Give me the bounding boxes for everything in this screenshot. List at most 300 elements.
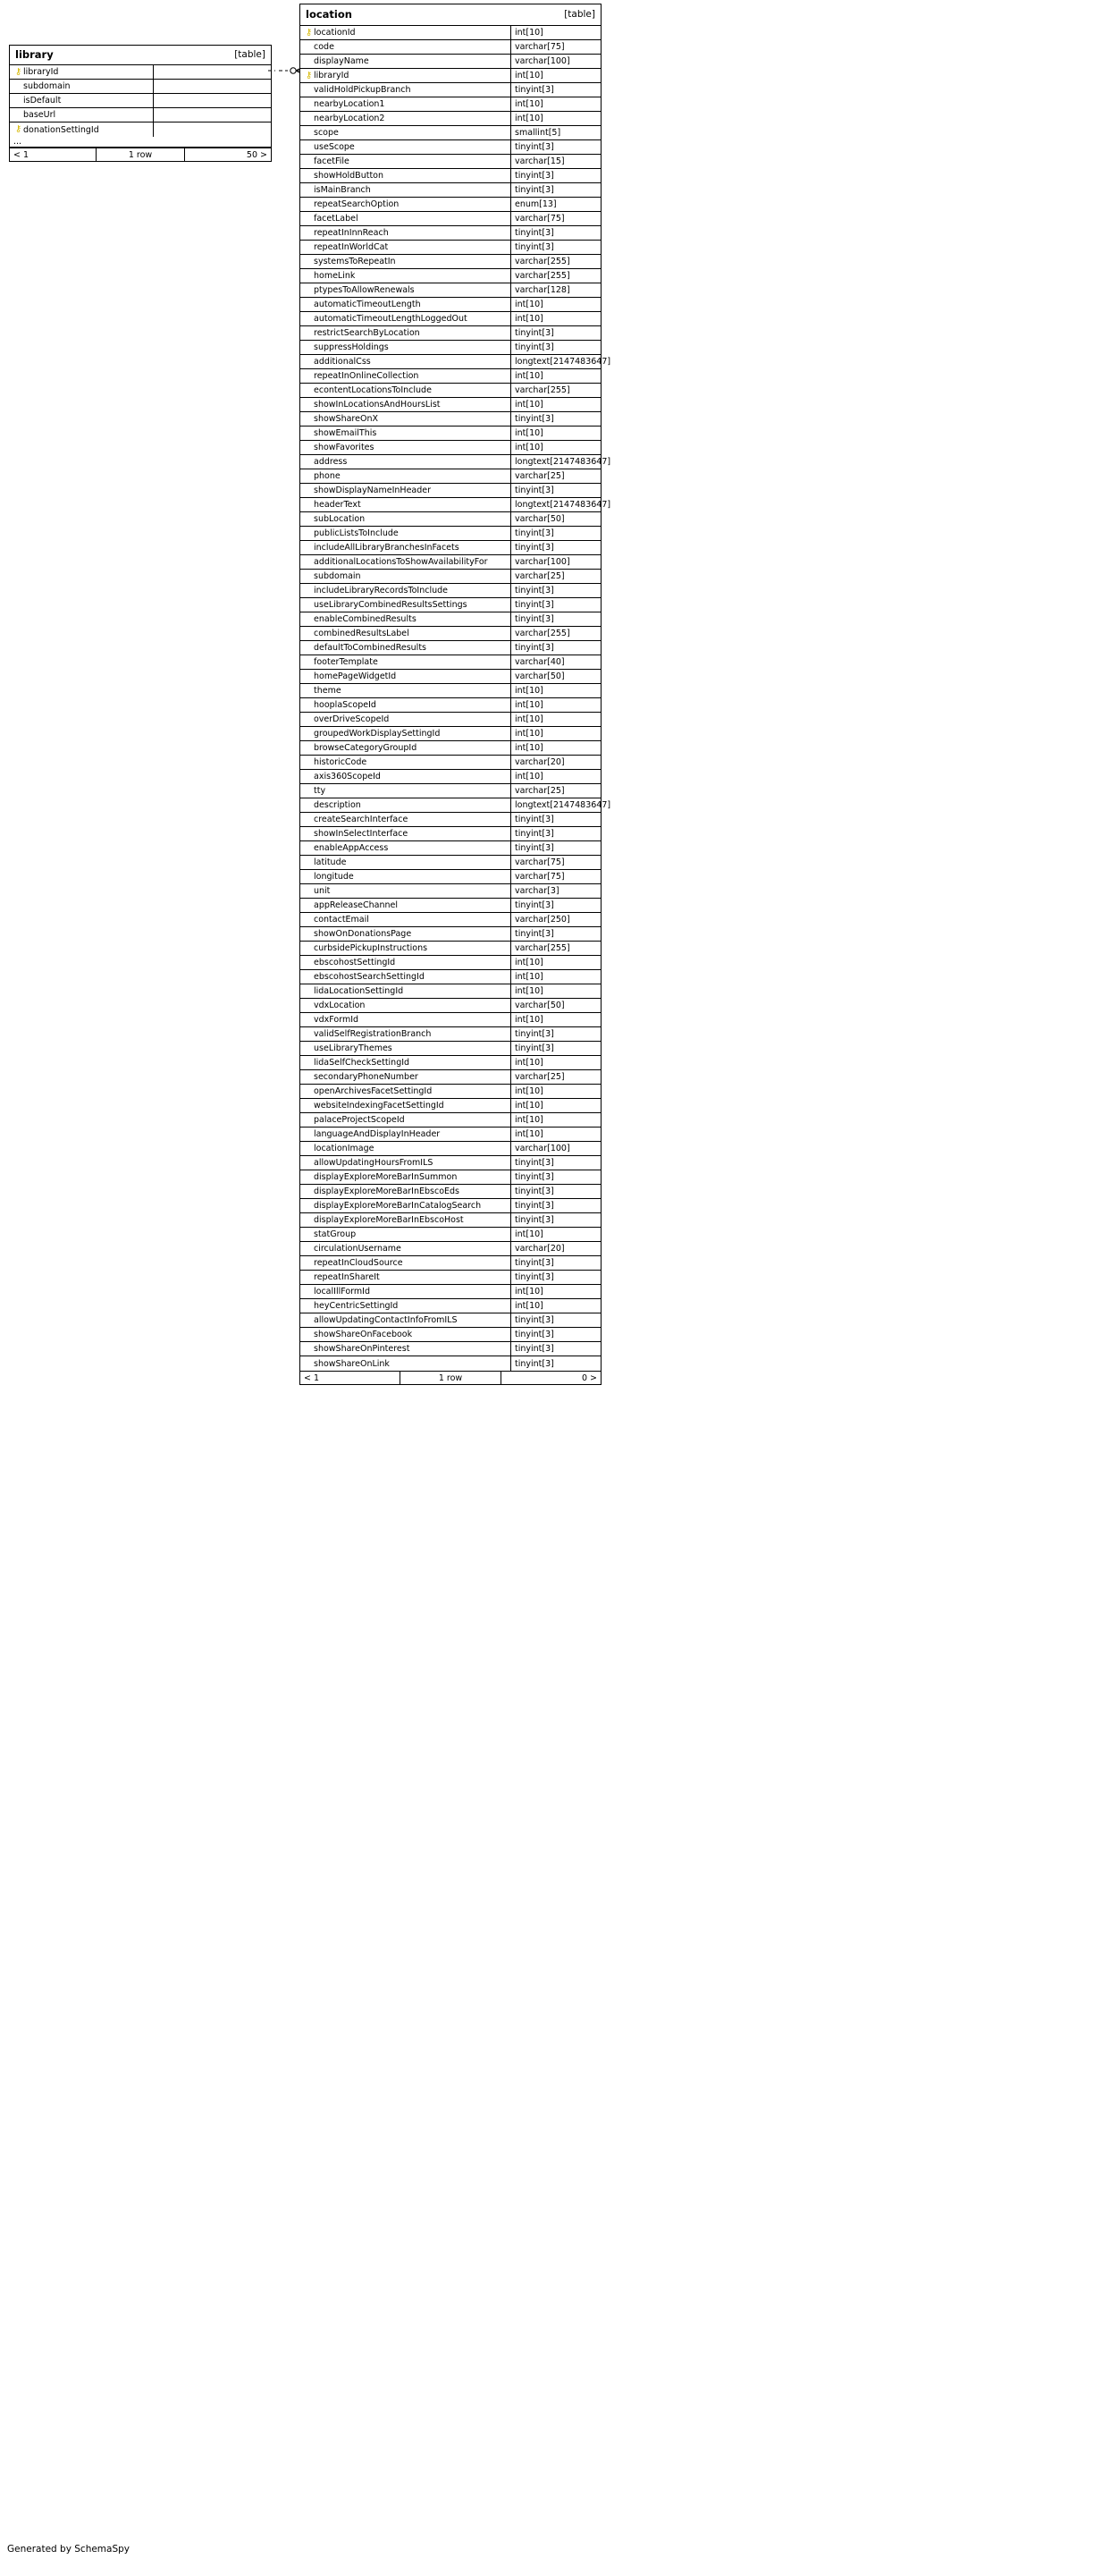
column-name-cell [300,155,510,168]
column-type-cell: tinyint[3] [510,813,601,826]
table-row[interactable] [300,798,611,813]
column-name-label: locationId [314,28,356,38]
table-row[interactable] [300,1042,601,1056]
table-row[interactable] [300,770,601,784]
column-type-cell: tinyint[3] [510,1042,601,1055]
column-name-cell [300,312,510,325]
column-name-label: additionalCss [314,357,371,367]
table-library-title: library [15,48,54,61]
table-row[interactable] [300,584,601,598]
column-type-cell: varchar[25] [510,784,601,798]
table-row[interactable] [300,298,601,312]
table-row[interactable] [300,212,601,226]
table-row[interactable] [300,69,601,83]
table-row[interactable] [300,1228,601,1242]
column-type-cell: varchar[128] [510,283,601,297]
column-name-cell [300,1228,510,1241]
table-row[interactable] [300,198,601,212]
key-glyph: ⚷ [305,27,313,38]
table-row[interactable] [300,1070,601,1085]
table-row[interactable] [300,756,601,770]
table-row[interactable] [300,269,601,283]
column-name-cell [300,570,510,583]
table-row[interactable] [300,1356,601,1371]
table-location-prev[interactable]: < 1 [304,1372,320,1383]
column-name-cell [300,612,510,626]
column-type-cell: varchar[255] [510,269,601,283]
column-name-cell [300,1356,510,1371]
column-type-cell: int[10] [510,398,601,411]
column-type-cell: longtext[2147483647] [510,455,610,469]
table-row[interactable] [300,655,601,670]
table-location-title: location [306,8,352,21]
column-name-cell [300,1213,510,1227]
column-type-cell: varchar[75] [510,856,601,869]
column-name-label: localIllFormId [314,1287,370,1296]
column-name-cell [300,1185,510,1198]
column-type-cell: int[10] [510,713,601,726]
column-name-cell [300,541,510,554]
column-type-cell: varchar[100] [510,55,601,68]
table-row[interactable] [300,1142,601,1156]
column-name-cell [300,741,510,755]
table-row[interactable] [300,441,601,455]
table-row[interactable] [300,741,601,756]
table-row[interactable] [300,813,601,827]
table-row[interactable] [300,427,601,441]
primary-key-icon [13,68,23,77]
column-name-label: phone [314,471,341,481]
column-name-label: displayExploreMoreBarInEbscoEds [314,1187,459,1196]
column-type-cell: varchar[250] [510,913,601,926]
table-row[interactable] [300,1027,601,1042]
column-name-label: automaticTimeoutLengthLoggedOut [314,314,467,324]
table-row[interactable] [300,570,601,584]
column-name-label: showHoldButton [314,171,383,181]
table-row[interactable] [300,369,601,384]
column-name-cell [300,684,510,697]
column-type-cell: enum[13] [510,198,601,211]
column-type-cell: varchar[20] [510,756,601,769]
column-type-cell: int[10] [510,26,601,39]
column-name-label: repeatSearchOption [314,199,400,209]
column-type-cell: tinyint[3] [510,598,601,612]
table-row[interactable] [300,1342,601,1356]
table-row[interactable] [300,1185,601,1199]
table-row[interactable] [300,112,601,126]
table-row[interactable] [300,970,601,984]
table-library-next[interactable]: 50 > [246,149,267,160]
column-name-label: repeatInShareIt [314,1272,380,1282]
column-name-cell [300,398,510,411]
table-row[interactable] [10,94,271,108]
table-row[interactable] [10,122,271,137]
table-row[interactable] [300,312,601,326]
table-location-rowcount: 1 row [400,1372,501,1384]
table-row[interactable] [300,326,601,341]
table-row[interactable] [300,913,601,927]
column-type-cell: int[10] [510,427,601,440]
table-row[interactable] [300,1271,601,1285]
table-location-type: [table] [564,9,595,20]
column-name-cell [300,412,510,426]
table-row[interactable] [300,627,601,641]
column-name-label: libraryId [314,71,349,80]
column-name-cell [300,255,510,268]
column-name-label: validSelfRegistrationBranch [314,1029,432,1039]
column-name-label: combinedResultsLabel [314,629,409,638]
column-name-label: includeAllLibraryBranchesInFacets [314,543,459,553]
column-type-cell: varchar[15] [510,155,601,168]
column-name-label: showShareOnX [314,414,378,424]
table-row[interactable] [300,1299,601,1313]
column-name-cell [300,341,510,354]
table-row[interactable] [300,612,601,627]
table-location-next[interactable]: 0 > [581,1372,597,1383]
column-name-cell [300,269,510,283]
column-type-cell: tinyint[3] [510,1356,601,1371]
column-name-cell [300,970,510,984]
table-location[interactable] [299,4,611,1385]
table-row[interactable] [300,55,601,69]
column-name-label: showInLocationsAndHoursList [314,400,441,410]
column-name-label: ebscohostSettingId [314,958,396,967]
column-type-cell [153,122,271,137]
column-type-cell: tinyint[3] [510,1256,601,1270]
column-type-cell: int[10] [510,312,601,325]
column-name-cell [300,770,510,783]
column-name-cell [10,94,153,107]
table-row[interactable] [300,140,601,155]
table-row[interactable] [300,1313,601,1328]
column-name-label: subdomain [314,571,361,581]
column-type-cell: tinyint[3] [510,183,601,197]
column-name-label: footerTemplate [314,657,378,667]
table-row[interactable] [300,455,611,469]
column-type-cell: tinyint[3] [510,1170,601,1184]
column-name-cell [300,856,510,869]
column-name-label: axis360ScopeId [314,772,381,781]
column-name-cell [300,784,510,798]
column-name-label: useLibraryCombinedResultsSettings [314,600,467,610]
table-row[interactable] [300,641,601,655]
column-type-cell: tinyint[3] [510,1328,601,1341]
table-row[interactable] [300,1242,601,1256]
column-name-cell [300,241,510,254]
column-name-cell [300,698,510,712]
table-row[interactable] [300,169,601,183]
table-row[interactable] [300,827,601,841]
column-name-cell [300,527,510,540]
column-name-cell [300,55,510,68]
column-name-cell [10,108,153,122]
table-row[interactable] [300,942,601,956]
column-name-label: address [314,457,348,467]
primary-key-icon [13,125,23,134]
table-row[interactable] [300,927,601,942]
column-name-cell [300,455,510,469]
table-row[interactable] [300,1328,601,1342]
table-location-header [300,4,601,26]
column-name-label: displayExploreMoreBarInSummon [314,1172,458,1182]
table-row[interactable] [300,713,601,727]
column-type-cell: int[10] [510,1128,601,1141]
column-name-label: ebscohostSearchSettingId [314,972,425,982]
column-type-cell: tinyint[3] [510,1313,601,1327]
column-type-cell: tinyint[3] [510,841,601,855]
column-name-cell [300,326,510,340]
column-name-cell [300,112,510,125]
column-type-cell: varchar[255] [510,255,601,268]
table-row[interactable] [300,984,601,999]
column-name-label: palaceProjectScopeId [314,1115,405,1125]
column-type-cell: int[10] [510,1085,601,1098]
table-row[interactable] [300,155,601,169]
column-name-cell [300,384,510,397]
column-name-label: showFavorites [314,443,374,452]
column-name-label: vdxFormId [314,1015,359,1025]
column-name-label: nearbyLocation1 [314,99,385,109]
table-row[interactable] [300,541,601,555]
table-row[interactable] [300,1128,601,1142]
table-row[interactable] [300,999,601,1013]
column-name-label: donationSettingId [23,124,99,135]
column-name-cell [300,198,510,211]
column-name-cell [300,484,510,497]
column-name-label: code [314,42,334,52]
column-name-label: baseUrl [23,110,56,120]
column-type-cell: varchar[100] [510,555,601,569]
column-name-cell [300,69,510,82]
table-row[interactable] [300,527,601,541]
column-name-cell [300,140,510,154]
column-name-label: displayName [314,56,369,66]
table-row[interactable] [300,355,611,369]
column-name-cell [300,283,510,297]
column-name-label: isDefault [23,96,62,106]
column-name-label: curbsidePickupInstructions [314,943,428,953]
column-name-label: heyCentricSettingId [314,1301,399,1311]
table-row[interactable] [300,241,601,255]
table-row[interactable] [300,40,601,55]
table-row[interactable] [300,899,601,913]
table-row[interactable] [300,684,601,698]
table-row[interactable] [300,126,601,140]
column-name-label: showInSelectInterface [314,829,408,839]
column-name-cell [300,126,510,139]
table-library-rowcount: 1 row [96,148,184,161]
column-type-cell: varchar[25] [510,1070,601,1084]
column-name-label: lidaSelfCheckSettingId [314,1058,410,1068]
column-type-cell: varchar[75] [510,40,601,54]
column-name-cell [300,441,510,454]
column-name-label: browseCategoryGroupId [314,743,417,753]
column-name-label: showDisplayNameInHeader [314,486,432,495]
table-row[interactable] [300,555,601,570]
column-name-cell [300,355,510,368]
column-name-label: createSearchInterface [314,815,408,824]
key-glyph: ⚷ [305,70,313,80]
column-name-cell [300,756,510,769]
table-row[interactable] [300,384,601,398]
table-row[interactable] [10,65,271,80]
column-name-label: vdxLocation [314,1001,366,1010]
column-name-label: languageAndDisplayInHeader [314,1129,441,1139]
column-name-cell [300,841,510,855]
table-row[interactable] [300,856,601,870]
table-library-ellipsis: ... [10,137,271,148]
table-row[interactable] [300,727,601,741]
column-type-cell: int[10] [510,1056,601,1069]
column-name-label: showShareOnFacebook [314,1330,413,1339]
column-name-cell [300,670,510,683]
column-name-label: theme [314,686,341,696]
table-row[interactable] [300,1099,601,1113]
table-row[interactable] [300,1170,601,1185]
column-type-cell: longtext[2147483647] [510,498,610,511]
column-name-cell [300,655,510,669]
column-name-label: hooplaScopeId [314,700,376,710]
column-name-cell [300,212,510,225]
table-row[interactable] [300,26,601,40]
column-name-cell [300,1256,510,1270]
column-type-cell: tinyint[3] [510,83,601,97]
table-row[interactable] [10,108,271,122]
column-name-cell [10,122,153,137]
column-name-cell [300,1342,510,1356]
table-row[interactable] [300,83,601,97]
table-row[interactable] [300,1199,601,1213]
column-name-label: scope [314,128,339,138]
column-name-label: isMainBranch [314,185,371,195]
column-name-cell [300,1027,510,1041]
column-name-cell [300,469,510,483]
table-row[interactable] [300,283,601,298]
column-type-cell: tinyint[3] [510,584,601,597]
generated-by-caption: Generated by SchemaSpy [7,2544,130,2555]
table-row[interactable] [300,341,601,355]
column-type-cell: varchar[50] [510,512,601,526]
column-type-cell: varchar[25] [510,469,601,483]
table-row[interactable] [300,183,601,198]
column-type-cell: varchar[255] [510,942,601,955]
column-type-cell [153,80,271,93]
column-type-cell: tinyint[3] [510,140,601,154]
column-type-cell: tinyint[3] [510,1213,601,1227]
column-type-cell: int[10] [510,1285,601,1298]
column-type-cell: int[10] [510,741,601,755]
column-type-cell: varchar[20] [510,1242,601,1255]
table-row[interactable] [300,670,601,684]
column-name-cell [300,1313,510,1327]
column-name-label: allowUpdatingHoursFromILS [314,1158,433,1168]
table-row[interactable] [300,1256,601,1271]
column-type-cell: int[10] [510,970,601,984]
table-row[interactable] [300,956,601,970]
table-library-header [10,46,271,65]
table-row[interactable] [10,80,271,94]
table-row[interactable] [300,598,601,612]
column-name-label: locationImage [314,1144,374,1153]
column-type-cell: tinyint[3] [510,1342,601,1356]
column-type-cell: varchar[75] [510,870,601,883]
table-row[interactable] [300,1113,601,1128]
column-type-cell: varchar[40] [510,655,601,669]
column-type-cell: int[10] [510,1099,601,1112]
table-row[interactable] [300,512,601,527]
column-name-label: tty [314,786,326,796]
column-name-cell [300,369,510,383]
column-type-cell: tinyint[3] [510,641,601,655]
column-type-cell: tinyint[3] [510,1199,601,1212]
column-name-cell [300,627,510,640]
table-row[interactable] [300,412,601,427]
column-name-label: openArchivesFacetSettingId [314,1086,433,1096]
column-type-cell: tinyint[3] [510,827,601,840]
column-type-cell: tinyint[3] [510,326,601,340]
column-name-label: websiteIndexingFacetSettingId [314,1101,444,1111]
table-row[interactable] [300,398,601,412]
column-type-cell: int[10] [510,956,601,969]
table-row[interactable] [300,698,601,713]
table-row[interactable] [300,1285,601,1299]
column-type-cell: varchar[3] [510,884,601,898]
column-type-cell: longtext[2147483647] [510,798,610,812]
table-row[interactable] [300,97,601,112]
table-row[interactable] [300,1085,601,1099]
column-name-cell [300,512,510,526]
key-glyph: ⚷ [14,66,22,77]
column-name-cell [300,1128,510,1141]
column-name-cell [300,713,510,726]
column-name-label: repeatInCloudSource [314,1258,403,1268]
column-name-label: showShareOnLink [314,1358,390,1369]
column-type-cell: varchar[255] [510,627,601,640]
table-library-prev[interactable]: < 1 [13,149,29,160]
table-row[interactable] [300,884,601,899]
column-type-cell: tinyint[3] [510,1185,601,1198]
table-row[interactable] [300,1156,601,1170]
column-name-cell [300,1242,510,1255]
table-library[interactable] [9,45,272,162]
table-row[interactable] [300,469,601,484]
column-name-cell [300,899,510,912]
table-row[interactable] [300,484,601,498]
column-name-cell [300,1113,510,1127]
column-type-cell: int[10] [510,698,601,712]
column-name-label: showOnDonationsPage [314,929,412,939]
column-type-cell: varchar[25] [510,570,601,583]
column-name-cell [300,1299,510,1313]
column-type-cell: int[10] [510,1013,601,1026]
column-name-label: subdomain [23,81,71,91]
table-row[interactable] [300,841,601,856]
table-row[interactable] [300,870,601,884]
column-type-cell: int[10] [510,441,601,454]
table-row[interactable] [300,255,601,269]
table-row[interactable] [300,1056,601,1070]
table-row[interactable] [300,1213,601,1228]
table-row[interactable] [300,226,601,241]
column-name-cell [300,298,510,311]
table-row[interactable] [300,498,611,512]
table-row[interactable] [300,1013,601,1027]
column-name-label: description [314,800,361,810]
column-name-label: econtentLocationsToInclude [314,385,432,395]
column-type-cell: int[10] [510,727,601,740]
column-type-cell: tinyint[3] [510,341,601,354]
table-row[interactable] [300,784,601,798]
